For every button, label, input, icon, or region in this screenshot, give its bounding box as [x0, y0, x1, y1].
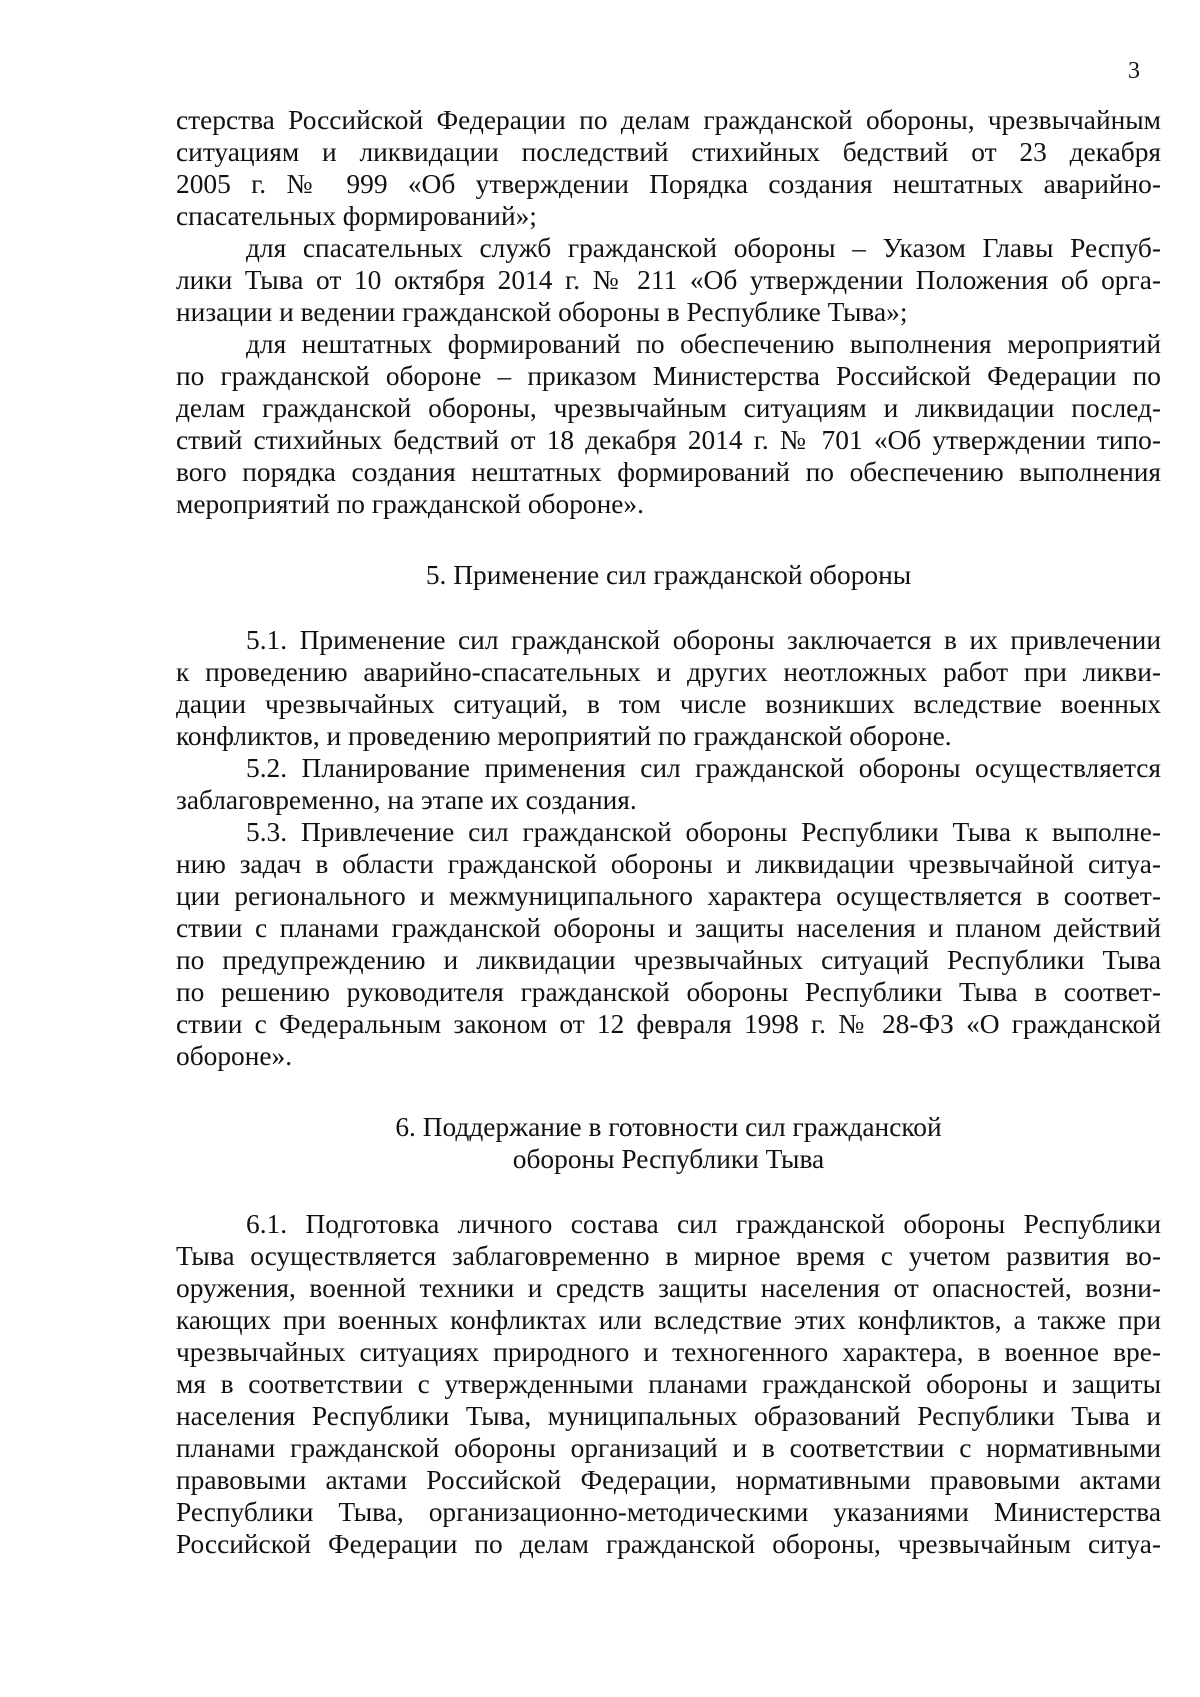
text-line: по предупреждению и ликвидации чрезвычайных ситуаций Республики Тыва — [176, 945, 1161, 975]
text-line: лики Тыва от 10 октября 2014 г. № 211 «Об утверждении Положения об орга- — [176, 265, 1161, 295]
text-line: ствии с планами гражданской обороны и защиты населения и планом действий — [176, 913, 1161, 943]
heading-line: обороны Республики Тыва — [512, 1144, 825, 1174]
page-number: 3 — [1128, 58, 1140, 84]
section-heading-5: 5. Применение сил гражданской обороны — [425, 560, 912, 590]
text-line: мероприятий по гражданской обороне». — [176, 489, 644, 519]
text-line: к проведению аварийно-спасательных и других неотложных работ при ликви- — [176, 657, 1161, 687]
text-line: стерства Российской Федерации по делам гражданской обороны, чрезвычайным — [176, 105, 1161, 135]
text-line: делам гражданской обороны, чрезвычайным ситуациям и ликвидации послед- — [176, 393, 1161, 423]
text-line: оружения, военной техники и средств защиты населения от опасностей, возни- — [176, 1273, 1161, 1303]
text-line: мя в соответствии с утвержденными планами гражданской обороны и защиты — [176, 1369, 1161, 1399]
text-line: для нештатных формирований по обеспечению выполнения мероприятий — [246, 329, 1161, 359]
text-line: 5.3. Привлечение сил гражданской обороны Республики Тыва к выполне- — [246, 817, 1161, 847]
text-line: низации и ведении гражданской обороны в Республике Тыва»; — [176, 297, 908, 327]
text-line: ствии с Федеральным законом от 12 февраля 1998 г. № 28-ФЗ «О гражданской — [176, 1009, 1161, 1039]
text-line: конфликтов, и проведению мероприятий по гражданской обороне. — [176, 721, 952, 751]
text-line: правовыми актами Российской Федерации, нормативными правовыми актами — [176, 1465, 1161, 1495]
text-line: ции регионального и межмуниципального характера осуществляется в соответ- — [176, 881, 1161, 911]
text-line: по гражданской обороне – приказом Министерства Российской Федерации по — [176, 361, 1161, 391]
text-line: планами гражданской обороны организаций и в соответствии с нормативными — [176, 1433, 1161, 1463]
text-line: населения Республики Тыва, муниципальных образований Республики Тыва и — [176, 1401, 1161, 1431]
text-line: 6.1. Подготовка личного состава сил гражданской обороны Республики — [246, 1209, 1161, 1239]
text-line: ствий стихийных бедствий от 18 декабря 2014 г. № 701 «Об утверждении типо- — [176, 425, 1161, 455]
text-line: для спасательных служб гражданской обороны – Указом Главы Респуб- — [246, 233, 1161, 263]
text-line: 2005 г. № 999 «Об утверждении Порядка создания нештатных аварийно- — [176, 169, 1161, 199]
text-line: нию задач в области гражданской обороны и ликвидации чрезвычайной ситуа- — [176, 849, 1161, 879]
text-line: спасательных формирований»; — [176, 201, 537, 231]
text-line: ситуациям и ликвидации последствий стихийных бедствий от 23 декабря — [176, 137, 1161, 167]
text-line: 5.2. Планирование применения сил гражданской обороны осуществляется — [246, 753, 1161, 783]
heading-line: 6. Поддержание в готовности сил гражданской — [395, 1112, 942, 1142]
text-line: кающих при военных конфликтах или вследствие этих конфликтов, а также при — [176, 1305, 1161, 1335]
text-line: вого порядка создания нештатных формирований по обеспечению выполнения — [176, 457, 1161, 487]
text-line: дации чрезвычайных ситуаций, в том числе возникших вследствие военных — [176, 689, 1161, 719]
text-line: Республики Тыва, организационно-методическими указаниями Министерства — [176, 1497, 1161, 1527]
text-line: по решению руководителя гражданской обороны Республики Тыва в соответ- — [176, 977, 1161, 1007]
text-line: Тыва осуществляется заблаговременно в мирное время с учетом развития во- — [176, 1241, 1161, 1271]
text-line: чрезвычайных ситуациях природного и техногенного характера, в военное вре- — [176, 1337, 1161, 1367]
text-line: 5.1. Применение сил гражданской обороны заключается в их привлечении — [246, 625, 1161, 655]
text-line: заблаговременно, на этапе их создания. — [176, 785, 637, 815]
text-line: обороне». — [176, 1041, 293, 1071]
text-line: Российской Федерации по делам гражданской обороны, чрезвычайным ситуа- — [176, 1529, 1161, 1559]
